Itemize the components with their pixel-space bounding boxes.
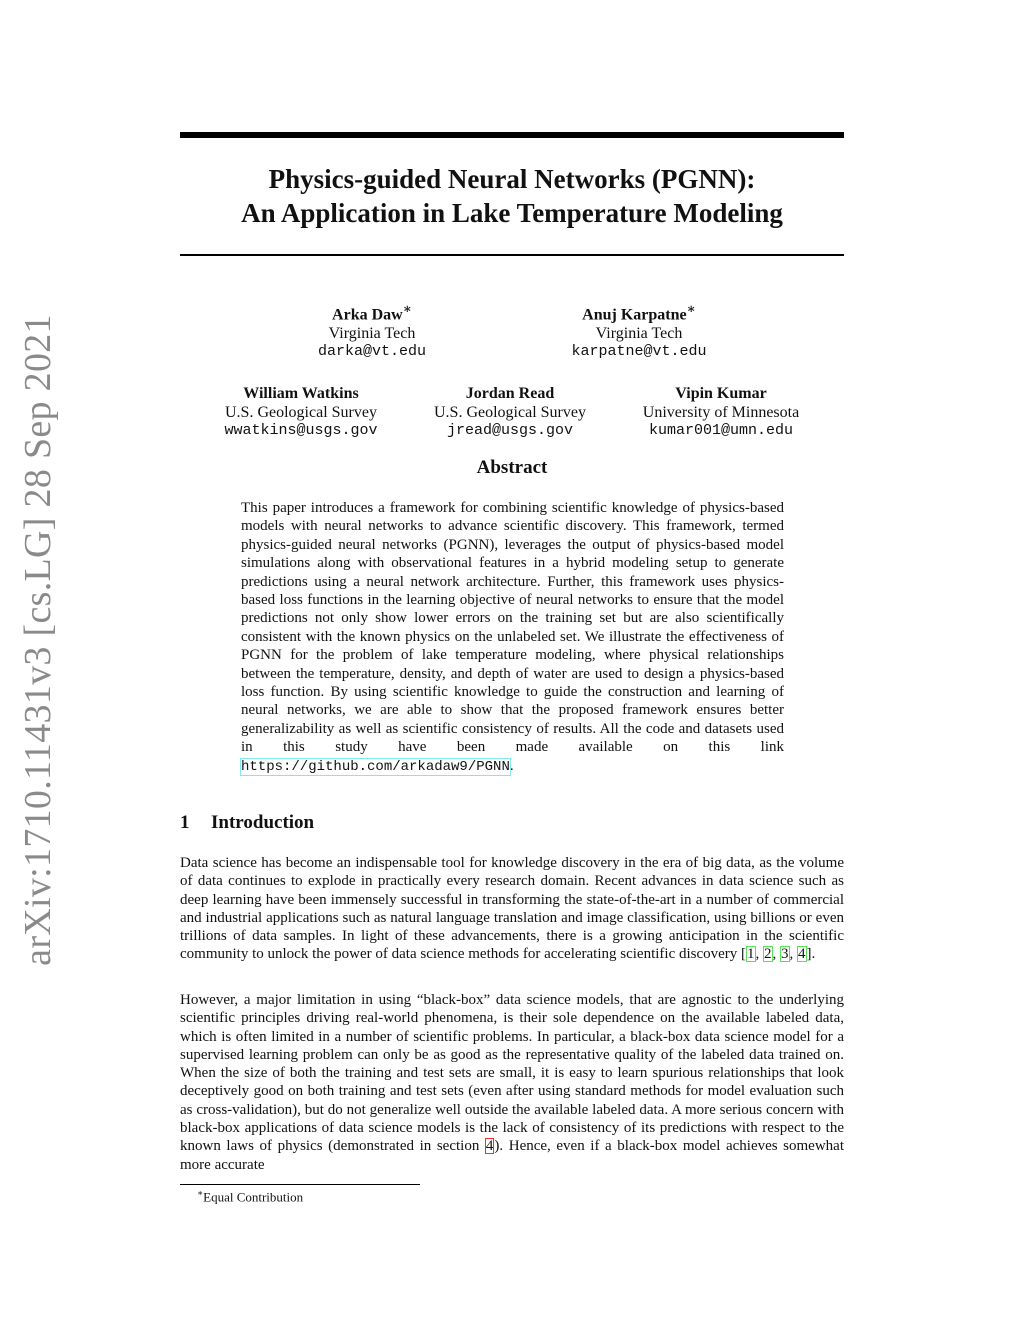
title-line-2: An Application in Lake Temperature Modeling (241, 198, 783, 228)
section-title: Introduction (211, 812, 315, 833)
title-bottom-rule (180, 254, 844, 256)
paragraph-end: ). Hence, even if a black-box model achieves somewhat more accurate (180, 1138, 845, 1173)
citation-link[interactable]: 3 (781, 946, 789, 963)
author-email[interactable]: wwatkins@usgs.gov (224, 422, 378, 439)
citation-link[interactable]: 2 (764, 946, 772, 963)
intro-paragraph-2 (180, 991, 844, 1174)
github-link[interactable]: https://github.com/arkadaw9/PGNN (241, 758, 510, 775)
author-block (616, 385, 826, 441)
footnote-rule (180, 1184, 420, 1185)
abstract-heading: Abstract (476, 457, 548, 478)
footnote (197, 1188, 303, 1205)
intro-paragraph-1: Data science has become an indispensable tool for knowledge discovery in the era of big data, as the volume of data continues to explode in practically every research domain. Recent advances in data science such as deep learning have been immensely successful in transforming the state-of-the-art in a number of commercial and industrial applications such as natural language translation and image classification, using billions or even trillions of data samples. In light of these advancements, there is a growing anticipation in the scientific community to unlock the power of data science methods for accelerating scientific discovery [1, 2, 3, 4]. (180, 855, 844, 963)
author-email[interactable]: darka@vt.edu (317, 343, 427, 361)
author-email[interactable]: kumar001@umn.edu (648, 422, 794, 439)
title-line-1: Physics-guided Neural Networks (PGNN): (268, 164, 756, 194)
paragraph-end: ]. (806, 946, 816, 963)
arxiv-identifier-stamp: arXiv:1710.11431v3 [cs.LG] 28 Sep 2021 (17, 314, 59, 966)
equal-contribution-mark: ∗ (402, 301, 412, 316)
paragraph-text: Data science has become an indispensable tool for knowledge discovery in the era of big data, as the volume of data continues to explode in practically every research domain. Recent advances in data science such as deep learning have been immensely successful in transforming the state-of-the-art in a number of commercial and industrial applications such as natural language translation and image classification, using billions or even trillions of data samples. In light of these advancements, there is a growing anticipation in the scientific community to unlock the power of data science methods for accelerating scientific discovery [ (180, 855, 844, 963)
footnote-mark: ∗ (197, 1188, 204, 1198)
author-affiliation: Virginia Tech (328, 324, 416, 342)
author-name: Anuj Karpatne∗ (582, 301, 696, 324)
author-affiliation: University of Minnesota (642, 403, 800, 421)
author-email[interactable]: karpatne@vt.edu (571, 343, 707, 361)
author-affiliation: Virginia Tech (595, 324, 683, 342)
paragraph-text: However, a major limitation in using “black-box” data science models, that are agnostic to the underlying scientific principles driving real-world phenomena, is their sole dependence on the available labeled data, which is often limited in a number of scientific problems. In particular, a black-box data science model for a supervised learning problem can only be as good as the representative quality of the labeled data trained on. When the size of both the training and test sets are small, it is easy to learn spurious relationships that look deceptively good on both training and test sets (even after using standard methods for model evaluation such as cross-validation), but do not generalize well outside the available labeled data. A more serious concern with black-box applications of data science models is the lack of consistency of its predictions with respect to the known laws of physics (demonstrated in section (180, 992, 844, 1155)
footnote-text: Equal Contribution (203, 1189, 304, 1205)
equal-contribution-mark: ∗ (686, 301, 696, 316)
section-reference-link[interactable]: 4 (485, 1138, 494, 1155)
abstract-end: . (509, 757, 514, 774)
paper-title (180, 162, 844, 230)
section-heading (180, 812, 314, 834)
citation-link[interactable]: 4 (798, 946, 806, 963)
citation-link[interactable]: 1 (747, 946, 755, 963)
author-block (196, 385, 406, 441)
abstract-text: This paper introduces a framework for combining scientific knowledge of physics-based models with neural networks to advance scientific discovery. This framework, termed physics-guided neural networks (PGNN), leverages the output of physics-based model simulations along with observational features in a hybrid modeling setup to generate predictions using a neural network architecture. Further, this framework uses physics-based loss functions in the learning objective of neural networks to ensure that the model predictions not only show lower errors on the training set but are also scientifically consistent with the known physics on the unlabeled set. We illustrate the effectiveness of PGNN for the problem of lake temperature modeling, where physical relationships between the temperature, density, and depth of water are used to design a physics-based loss function. By using scientific knowledge to guide the construction and learning of neural networks, we are able to show that the proposed framework ensures better generalizability as well as scientific consistency of results. All the code and datasets used in this study have been made available on this link (241, 500, 784, 756)
author-affiliation: U.S. Geological Survey (434, 403, 586, 421)
author-block (405, 385, 615, 441)
section-number: 1 (180, 812, 190, 833)
author-email[interactable]: jread@usgs.gov (446, 422, 574, 439)
author-block (539, 300, 739, 362)
author-block (272, 300, 472, 362)
author-name: Jordan Read (465, 385, 555, 402)
title-top-rule (180, 132, 844, 138)
author-name: William Watkins (243, 385, 359, 402)
abstract-body (241, 499, 784, 776)
author-name: Arka Daw∗ (332, 301, 412, 324)
author-name: Vipin Kumar (675, 385, 767, 402)
author-affiliation: U.S. Geological Survey (225, 403, 377, 421)
